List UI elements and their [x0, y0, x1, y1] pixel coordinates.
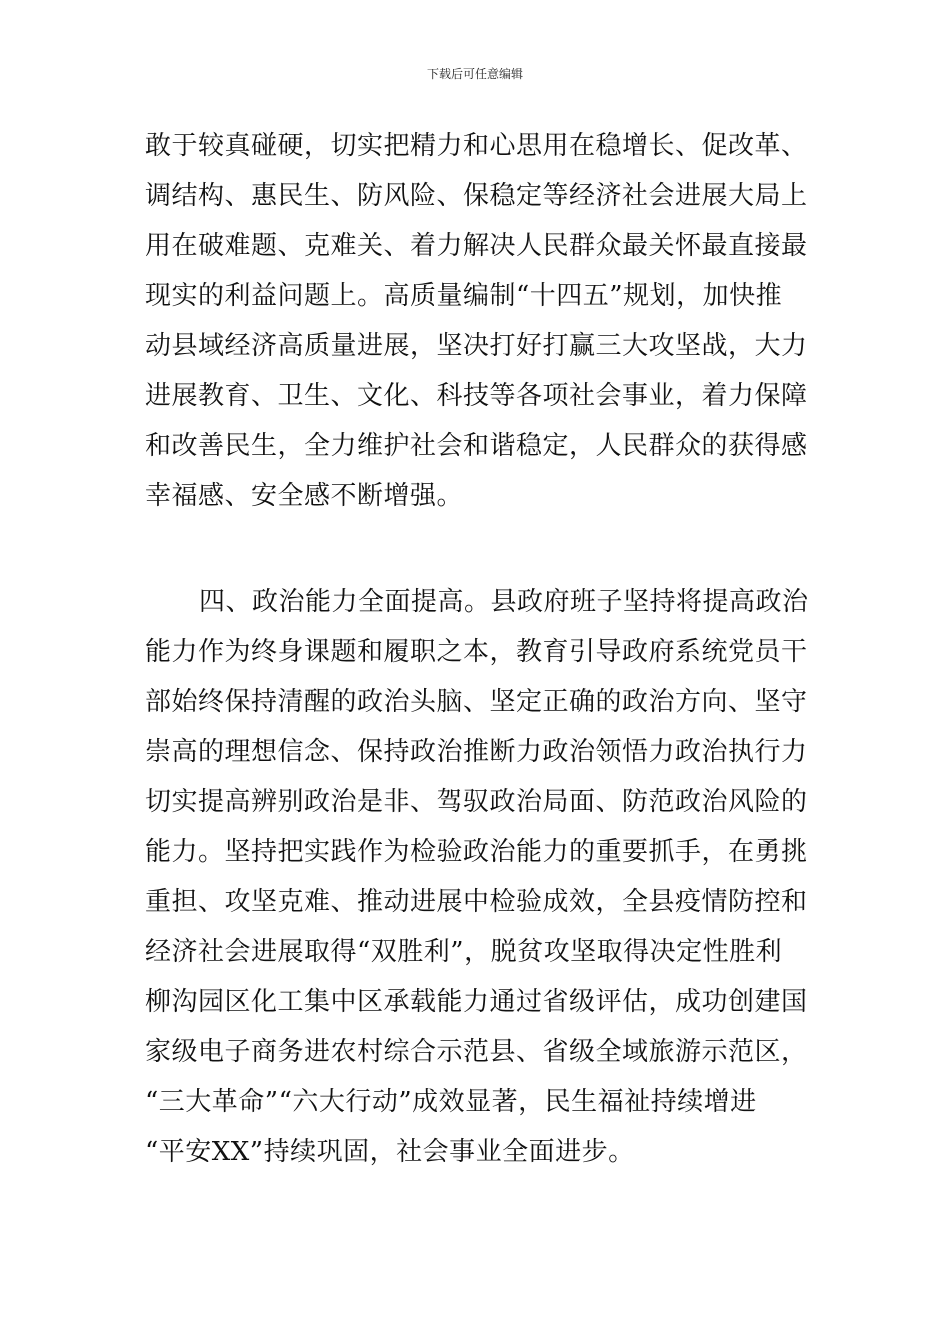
text-line: 动县域经济高质量进展，坚决打好打赢三大攻坚战，大力: [145, 331, 808, 361]
text-line: 能力。坚持把实践作为检验政治能力的重要抓手，在勇挑: [145, 837, 808, 867]
text-line: 柳沟园区化工集中区承载能力通过省级评估，成功创建国: [145, 987, 808, 1017]
text-line: “三大革命”“六大行动”成效显著，民生福祉持续增进: [145, 1087, 757, 1117]
paragraph-section-four: [145, 577, 825, 1177]
text-line-first: 四、政治能力全面提高。县政府班子坚持将提高政治: [199, 587, 809, 617]
text-line: 和改善民生，全力维护社会和谐稳定，人民群众的获得感: [145, 431, 808, 461]
text-line: “平安XX”持续巩固，社会事业全面进步。: [145, 1137, 635, 1167]
text-line: 切实提高辨别政治是非、驾驭政治局面、防范政治风险的: [145, 787, 808, 817]
page-header: 下载后可任意编辑: [426, 67, 523, 81]
text-line: 能力作为终身课题和履职之本，教育引导政府系统党员干: [145, 637, 808, 667]
text-line: 调结构、惠民生、防风险、保稳定等经济社会进展大局上: [145, 181, 808, 211]
text-line: 敢于较真碰硬，切实把精力和心思用在稳增长、促改革、: [145, 131, 808, 161]
text-line: 部始终保持清醒的政治头脑、坚定正确的政治方向、坚守: [145, 687, 808, 717]
text-line: 重担、攻坚克难、推动进展中检验成效，全县疫情防控和: [145, 887, 808, 917]
text-line: 经济社会进展取得“双胜利”，脱贫攻坚取得决定性胜利: [145, 937, 783, 967]
text-line: 幸福感、安全感不断增强。: [145, 481, 464, 511]
text-line: 家级电子商务进农村综合示范县、省级全域旅游示范区，: [145, 1037, 808, 1067]
text-line: 现实的利益问题上。高质量编制“十四五”规划，加快推: [145, 281, 783, 311]
text-line: 进展教育、卫生、文化、科技等各项社会事业，着力保障: [145, 381, 808, 411]
paragraph-continuation: [145, 121, 825, 521]
text-line: 崇高的理想信念、保持政治推断力政治领悟力政治执行力: [145, 737, 808, 767]
text-line: 用在破难题、克难关、着力解决人民群众最关怀最直接最: [145, 231, 808, 261]
